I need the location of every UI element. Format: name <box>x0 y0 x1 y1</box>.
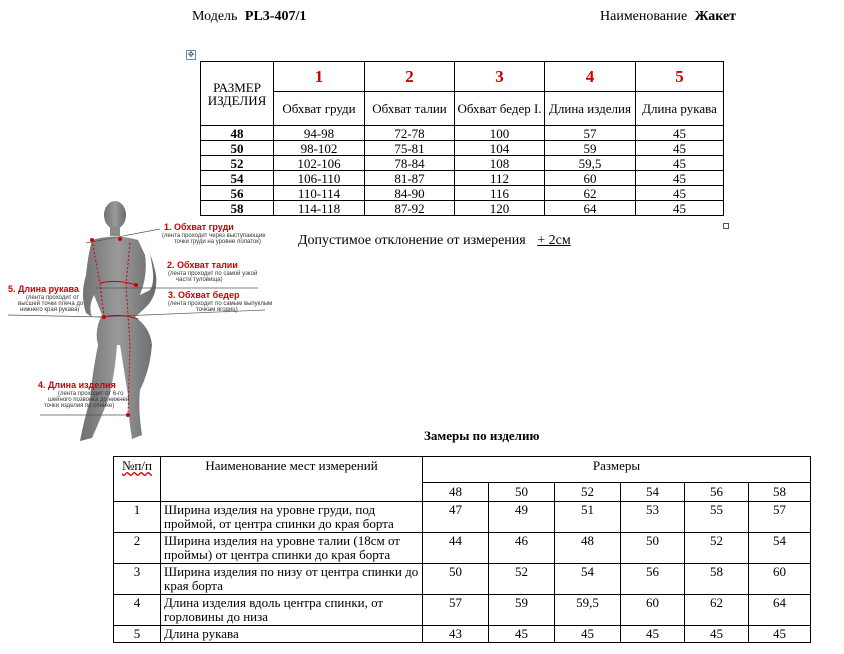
waist-note-1: (лента проходит по самой узкой <box>168 271 258 277</box>
table-row <box>201 156 724 171</box>
hips-note-2: точкам ягодиц) <box>196 307 238 313</box>
name-header <box>600 9 736 25</box>
sleeve-note-3: нижнего края рукава) <box>20 307 80 313</box>
table-cell: 87-92 <box>365 201 455 216</box>
table-cell: 64 <box>545 201 636 216</box>
table-cell: 94-98 <box>274 126 365 141</box>
length-note-3: точки изделия по спинке) <box>44 403 115 409</box>
table-cell: 45 <box>749 626 811 643</box>
row-number: 1 <box>114 502 161 533</box>
size-col-header: 50 <box>489 483 555 502</box>
sleeve-label: 5. Длина рукава <box>8 284 79 294</box>
col-num-5: 5 <box>636 62 724 92</box>
table-cell: 47 <box>423 502 489 533</box>
table-cell: 60 <box>621 595 685 626</box>
table-cell: 100 <box>455 126 545 141</box>
table-cell: 56 <box>621 564 685 595</box>
table-cell: 44 <box>423 533 489 564</box>
size-col-header: 52 <box>555 483 621 502</box>
table-cell: 58 <box>685 564 749 595</box>
col-num-2: 2 <box>365 62 455 92</box>
table-cell: 116 <box>455 186 545 201</box>
table-cell: 45 <box>555 626 621 643</box>
table-resize-handle[interactable] <box>723 223 729 229</box>
sleeve-note-1: (лента проходит от <box>26 295 80 301</box>
measurements-table <box>113 456 811 643</box>
table-cell: 81-87 <box>365 171 455 186</box>
row-number: 5 <box>114 626 161 643</box>
table-row <box>201 171 724 186</box>
col-label-sleeve: Длина рукава <box>636 92 724 126</box>
table-cell: 60 <box>545 171 636 186</box>
table-cell: 52 <box>489 564 555 595</box>
size-cell: 54 <box>201 171 274 186</box>
table-cell: 59,5 <box>555 595 621 626</box>
row-name: Ширина изделия по низу от центра спинки до края борта <box>161 564 423 595</box>
table-row <box>201 141 724 156</box>
row-number: 3 <box>114 564 161 595</box>
table-cell: 48 <box>555 533 621 564</box>
waist-label: 2. Обхват талии <box>167 260 238 270</box>
row-name: Ширина изделия на уровне груди, под проймой, от центра спинки до края борта <box>161 502 423 533</box>
table-cell: 55 <box>685 502 749 533</box>
row-name: Длина изделия вдоль центра спинки, от горловины до низа <box>161 595 423 626</box>
table-cell: 59 <box>545 141 636 156</box>
table-cell: 64 <box>749 595 811 626</box>
table-cell: 45 <box>685 626 749 643</box>
table-cell: 84-90 <box>365 186 455 201</box>
model-label: Модель <box>192 9 238 24</box>
hips-label: 3. Обхват бедер <box>168 290 240 300</box>
table-cell: 98-102 <box>274 141 365 156</box>
size-col-header: 48 <box>423 483 489 502</box>
length-note-1: (лента проходит от 6-го <box>58 391 124 397</box>
table-cell: 45 <box>636 156 724 171</box>
sleeve-note-2: высшей точки плеча до <box>18 301 84 307</box>
size-cell: 52 <box>201 156 274 171</box>
table-row <box>114 502 811 533</box>
table-cell: 45 <box>636 186 724 201</box>
table-cell: 62 <box>685 595 749 626</box>
table-cell: 59,5 <box>545 156 636 171</box>
col-label-hips: Обхват бедер I. <box>455 92 545 126</box>
name-header: Наименование мест измерений <box>161 457 423 502</box>
table-row <box>114 564 811 595</box>
body-measurement-figure <box>0 195 280 447</box>
table-cell: 46 <box>489 533 555 564</box>
col-num-3: 3 <box>455 62 545 92</box>
size-col-header: 58 <box>749 483 811 502</box>
table-cell: 59 <box>489 595 555 626</box>
tolerance-text: Допустимое отклонение от измерения <box>298 233 526 248</box>
table-cell: 51 <box>555 502 621 533</box>
table-cell: 110-114 <box>274 186 365 201</box>
col-num-1: 1 <box>274 62 365 92</box>
table-cell: 54 <box>749 533 811 564</box>
table-cell: 50 <box>423 564 489 595</box>
size-col-header: 56 <box>685 483 749 502</box>
table-cell: 45 <box>636 171 724 186</box>
table-cell: 57 <box>749 502 811 533</box>
chest-label: 1. Обхват груди <box>164 222 234 232</box>
num-header: №п/п <box>114 457 161 502</box>
table-cell: 78-84 <box>365 156 455 171</box>
table-cell: 57 <box>545 126 636 141</box>
size-cell: 56 <box>201 186 274 201</box>
table-cell: 72-78 <box>365 126 455 141</box>
size-table <box>200 61 724 216</box>
size-header-cell: РАЗМЕР ИЗДЕЛИЯ <box>201 62 274 126</box>
table-row <box>114 626 811 643</box>
table-row <box>114 533 811 564</box>
table-cell: 45 <box>621 626 685 643</box>
row-number: 4 <box>114 595 161 626</box>
table-cell: 45 <box>636 201 724 216</box>
table-cell: 49 <box>489 502 555 533</box>
col-label-chest: Обхват груди <box>274 92 365 126</box>
size-cell: 48 <box>201 126 274 141</box>
table-row <box>114 595 811 626</box>
chest-note-2: точки груди на уровне лопаток) <box>174 239 261 245</box>
table-cell: 62 <box>545 186 636 201</box>
table-cell: 45 <box>636 141 724 156</box>
table-row <box>201 126 724 141</box>
hips-note-1: (лента проходит по самым выпуклым <box>168 301 273 307</box>
table-cell: 50 <box>621 533 685 564</box>
table-cell: 102-106 <box>274 156 365 171</box>
table-cell: 54 <box>555 564 621 595</box>
name-label: Наименование <box>600 9 688 24</box>
row-name: Ширина изделия на уровне талии (18см от проймы) от центра спинки до края борта <box>161 533 423 564</box>
table-cell: 53 <box>621 502 685 533</box>
table-cell: 75-81 <box>365 141 455 156</box>
model-header <box>192 9 306 25</box>
table-cell: 106-110 <box>274 171 365 186</box>
row-number: 2 <box>114 533 161 564</box>
tolerance-note <box>298 233 571 249</box>
table-cell: 57 <box>423 595 489 626</box>
table-cell: 112 <box>455 171 545 186</box>
table-cell: 108 <box>455 156 545 171</box>
table-cell: 45 <box>636 126 724 141</box>
table-cell: 104 <box>455 141 545 156</box>
table-cell: 45 <box>489 626 555 643</box>
table-cell: 120 <box>455 201 545 216</box>
table-cell: 60 <box>749 564 811 595</box>
name-value: Жакет <box>694 9 737 24</box>
size-cell: 58 <box>201 201 274 216</box>
length-label: 4. Длина изделия <box>38 380 116 390</box>
table-cell: 52 <box>685 533 749 564</box>
sizes-header: Размеры <box>423 457 811 483</box>
table-cell: 114-118 <box>274 201 365 216</box>
size-cell: 50 <box>201 141 274 156</box>
waist-note-2: части туловища) <box>176 277 223 283</box>
col-label-length: Длина изделия <box>545 92 636 126</box>
chest-note-1: (лента проходит через выступающие <box>162 233 266 239</box>
row-name: Длина рукава <box>161 626 423 643</box>
table-move-handle-icon[interactable]: ✥ <box>187 50 195 59</box>
model-value: PL3-407/1 <box>244 9 307 24</box>
table-cell: 43 <box>423 626 489 643</box>
length-note-2: шейного позвонка до нижней <box>48 397 130 403</box>
size-col-header: 54 <box>621 483 685 502</box>
col-num-4: 4 <box>545 62 636 92</box>
measurements-title: Замеры по изделию <box>424 428 540 443</box>
col-label-waist: Обхват талии <box>365 92 455 126</box>
tolerance-value: + 2см <box>537 233 571 248</box>
